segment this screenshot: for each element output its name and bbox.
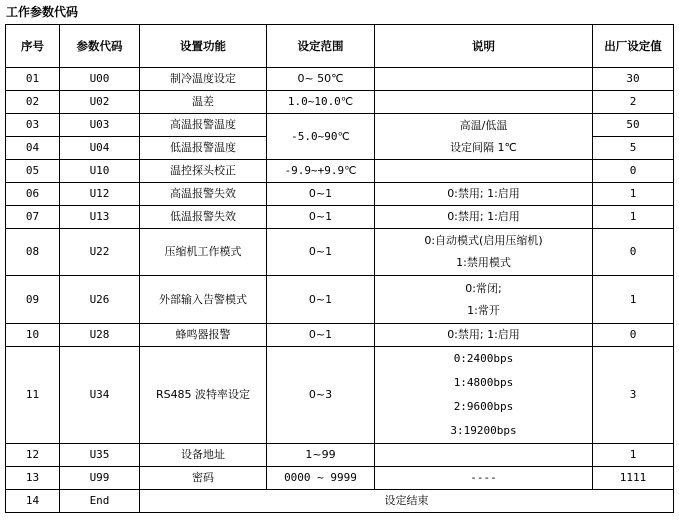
cell-description bbox=[375, 347, 593, 444]
table-row bbox=[6, 467, 674, 490]
cell-code: U12 bbox=[60, 183, 140, 206]
cell-function: 外部输入告警模式 bbox=[140, 276, 267, 324]
cell-code: U02 bbox=[60, 91, 140, 114]
description-line: 0:常闭; bbox=[465, 281, 502, 295]
cell-range: 0~1 bbox=[267, 206, 375, 229]
cell-function: 温差 bbox=[140, 91, 267, 114]
cell-description bbox=[375, 229, 593, 276]
table-header-row bbox=[6, 25, 674, 68]
cell-range: -9.9~+9.9℃ bbox=[267, 160, 375, 183]
cell-code: U03 bbox=[60, 114, 140, 137]
header-default: 出厂设定值 bbox=[593, 25, 674, 68]
cell-no: 11 bbox=[6, 347, 60, 444]
cell-description: 0:禁用; 1:启用 bbox=[375, 324, 593, 347]
cell-default: 2 bbox=[593, 91, 674, 114]
cell-description bbox=[375, 276, 593, 324]
cell-code: U13 bbox=[60, 206, 140, 229]
cell-description: 0:禁用; 1:启用 bbox=[375, 183, 593, 206]
cell-function: 温控探头校正 bbox=[140, 160, 267, 183]
description-line: 0:2400bps bbox=[453, 352, 514, 365]
table-row bbox=[6, 444, 674, 467]
cell-default: 0 bbox=[593, 229, 674, 276]
cell-code: U26 bbox=[60, 276, 140, 324]
description-line: 1:4800bps bbox=[453, 376, 514, 389]
cell-no: 03 bbox=[6, 114, 60, 137]
cell-no: 01 bbox=[6, 68, 60, 91]
cell-description bbox=[375, 444, 593, 467]
cell-code: U35 bbox=[60, 444, 140, 467]
cell-no: 02 bbox=[6, 91, 60, 114]
description-line: 2:9600bps bbox=[453, 400, 514, 413]
cell-code: U99 bbox=[60, 467, 140, 490]
cell-end-note: 设定结束 bbox=[140, 490, 674, 513]
cell-function: 高温报警温度 bbox=[140, 114, 267, 137]
cell-description bbox=[375, 114, 593, 160]
description-line: 1:禁用模式 bbox=[456, 256, 511, 269]
cell-no: 10 bbox=[6, 324, 60, 347]
cell-no: 13 bbox=[6, 467, 60, 490]
table-row bbox=[6, 276, 674, 324]
cell-default: 1 bbox=[593, 276, 674, 324]
cell-function: 高温报警失效 bbox=[140, 183, 267, 206]
cell-range: 1.0~10.0℃ bbox=[267, 91, 375, 114]
cell-description: ---- bbox=[375, 467, 593, 490]
cell-default: 50 bbox=[593, 114, 674, 137]
cell-code: U22 bbox=[60, 229, 140, 276]
cell-description bbox=[375, 160, 593, 183]
cell-no: 12 bbox=[6, 444, 60, 467]
cell-function: 蜂鸣器报警 bbox=[140, 324, 267, 347]
cell-function: 低温报警失效 bbox=[140, 206, 267, 229]
table-row bbox=[6, 347, 674, 444]
cell-code: U00 bbox=[60, 68, 140, 91]
table-row bbox=[6, 229, 674, 276]
cell-description bbox=[375, 68, 593, 91]
cell-range: 0~1 bbox=[267, 324, 375, 347]
cell-default: 30 bbox=[593, 68, 674, 91]
table-row bbox=[6, 183, 674, 206]
cell-no: 06 bbox=[6, 183, 60, 206]
table-row bbox=[6, 490, 674, 513]
cell-code: U28 bbox=[60, 324, 140, 347]
cell-code: U10 bbox=[60, 160, 140, 183]
table-row bbox=[6, 160, 674, 183]
cell-function: RS485 波特率设定 bbox=[140, 347, 267, 444]
description-line: 高温/低温 bbox=[459, 118, 508, 132]
cell-default: 1 bbox=[593, 444, 674, 467]
cell-no: 04 bbox=[6, 137, 60, 160]
cell-default: 1 bbox=[593, 206, 674, 229]
cell-range: -5.0~90℃ bbox=[267, 114, 375, 160]
table-row bbox=[6, 114, 674, 137]
cell-range: 0~3 bbox=[267, 347, 375, 444]
description-line: 3:19200bps bbox=[450, 424, 517, 437]
description-line: 0:自动模式(启用压缩机) bbox=[424, 234, 543, 247]
cell-function: 密码 bbox=[140, 467, 267, 490]
cell-range: 0~ 50℃ bbox=[267, 68, 375, 91]
cell-function: 低温报警温度 bbox=[140, 137, 267, 160]
header-code: 参数代码 bbox=[60, 25, 140, 68]
cell-no: 14 bbox=[6, 490, 60, 513]
cell-no: 07 bbox=[6, 206, 60, 229]
cell-range: 0000 ~ 9999 bbox=[267, 467, 375, 490]
cell-no: 09 bbox=[6, 276, 60, 324]
table-row bbox=[6, 206, 674, 229]
cell-range: 0~1 bbox=[267, 276, 375, 324]
cell-code: U04 bbox=[60, 137, 140, 160]
description-line: 1:常开 bbox=[467, 303, 500, 317]
cell-default: 1 bbox=[593, 183, 674, 206]
cell-function: 制冷温度设定 bbox=[140, 68, 267, 91]
cell-description: 0:禁用; 1:启用 bbox=[375, 206, 593, 229]
parameter-table bbox=[5, 24, 674, 513]
cell-description bbox=[375, 91, 593, 114]
header-description: 说明 bbox=[375, 25, 593, 68]
cell-function: 压缩机工作模式 bbox=[140, 229, 267, 276]
cell-function: 设备地址 bbox=[140, 444, 267, 467]
cell-default: 0 bbox=[593, 160, 674, 183]
cell-default: 0 bbox=[593, 324, 674, 347]
cell-default: 1111 bbox=[593, 467, 674, 490]
cell-range: 0~1 bbox=[267, 229, 375, 276]
cell-no: 05 bbox=[6, 160, 60, 183]
page-title: 工作参数代码 bbox=[6, 5, 79, 19]
cell-default: 5 bbox=[593, 137, 674, 160]
cell-no: 08 bbox=[6, 229, 60, 276]
cell-range: 1~99 bbox=[267, 444, 375, 467]
table-row bbox=[6, 91, 674, 114]
cell-code: End bbox=[60, 490, 140, 513]
cell-range: 0~1 bbox=[267, 183, 375, 206]
cell-default: 3 bbox=[593, 347, 674, 444]
header-no: 序号 bbox=[6, 25, 60, 68]
cell-code: U34 bbox=[60, 347, 140, 444]
table-row bbox=[6, 324, 674, 347]
header-range: 设定范围 bbox=[267, 25, 375, 68]
description-line: 设定间隔 1℃ bbox=[450, 140, 517, 154]
table-row bbox=[6, 68, 674, 91]
header-function: 设置功能 bbox=[140, 25, 267, 68]
